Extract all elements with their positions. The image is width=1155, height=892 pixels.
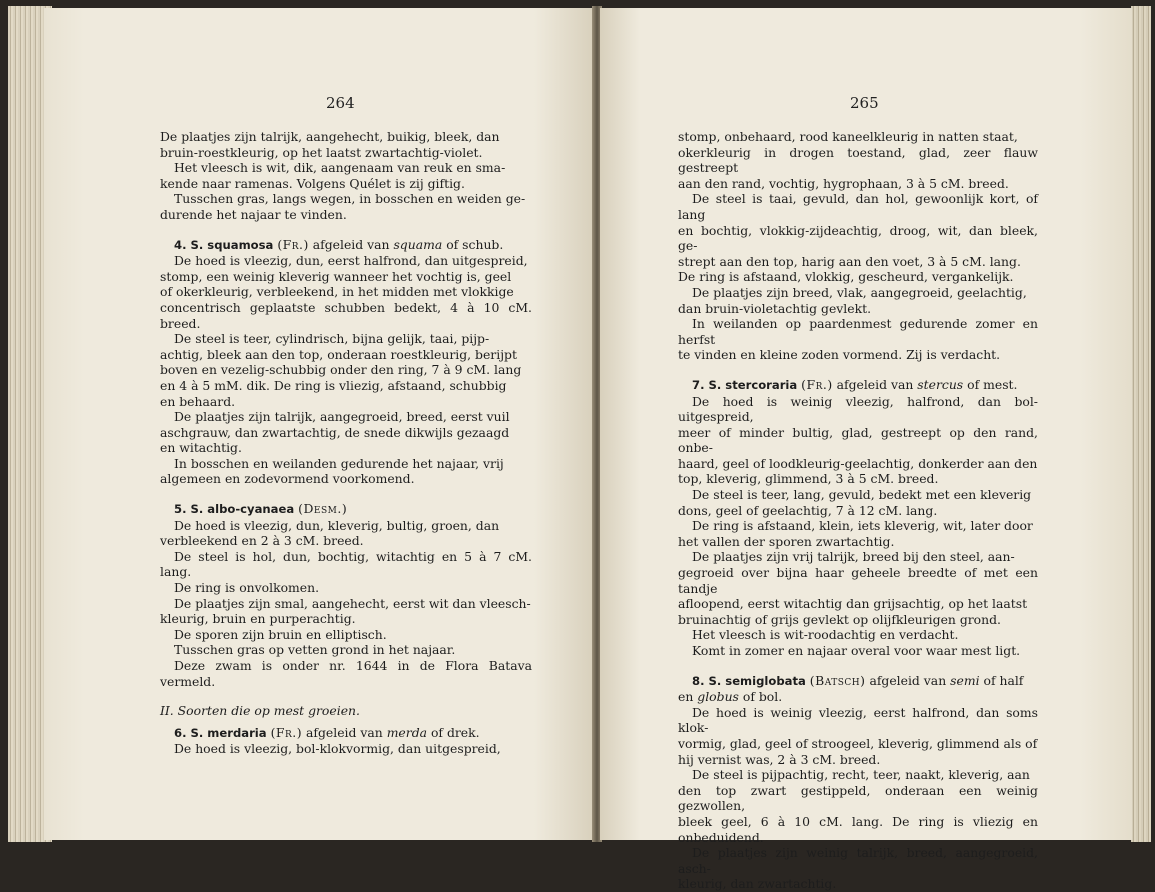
text-line: In bosschen en weilanden gedurende het najaar, vrij (174, 455, 504, 471)
text-line: De ring is onvolkomen. (174, 580, 320, 596)
text-line: gegroeid over bijna haar geheele breedte of met een tandje (678, 565, 1038, 596)
text-line: In weilanden op paardenmest gedurende zomer en herfst (678, 316, 1038, 347)
text-line: Deze zwam is onder nr. 1644 in de Flora Batava vermeld. (160, 658, 532, 689)
page-number-right: 265 (850, 94, 879, 112)
text-line: De plaatjes zijn talrijk, aangehecht, buikig, bleek, dan (160, 129, 500, 144)
species-author: (Desm.) (298, 501, 348, 517)
species-heading-6 (160, 725, 532, 742)
text-line: De hoed is vleezig, dun, kleverig, bultig, groen, dan (174, 517, 500, 533)
right-page (600, 8, 1132, 892)
text-line: De steel is teer, lang, gevuld, bedekt met een kleverig (692, 487, 1032, 503)
heading-text: afgeleid van (836, 376, 914, 392)
text-line: De ring is afstaand, vlokkig, gescheurd, vergankelijk. (678, 269, 1014, 285)
text-line: boven en vezelig-schubbig onder den ring, 7 à 9 cM. lang (160, 362, 522, 378)
text-line: De sporen zijn bruin en elliptisch. (174, 626, 387, 642)
text-line: De hoed is weinig vleezig, eerst halfrond, dan soms klok- (678, 704, 1038, 736)
text-line: top, kleverig, glimmend, 3 à 5 cM. breed. (678, 471, 939, 487)
text-line: haard, geel of loodkleurig-geelachtig, donkerder aan den (678, 455, 1038, 471)
text-line: strept aan den top, harig aan den voet, 3 à 5 cM. lang. (678, 253, 1021, 269)
text-line: dons, geel of geelachtig, 7 à 12 cM. lang. (678, 502, 938, 518)
text-line: achtig, bleek aan den top, onderaan roestkleurig, berijpt (160, 346, 517, 362)
text-line: concentrisch geplaatste schubben bedekt, 4 à 10 cM. breed. (160, 299, 532, 331)
left-page-text (160, 129, 532, 757)
text-line: stomp, een weinig kleverig wanneer het vochtig is, geel (160, 268, 512, 284)
text-line: De plaatjes zijn smal, aangehecht, eerst wit dan vleesch- (174, 595, 531, 611)
text-line: dan bruin-violetachtig gevlekt. (678, 300, 872, 316)
text-line: stomp, onbehaard, rood kaneelkleurig in natten staat, (678, 129, 1018, 144)
text-line: hij vernist was, 2 à 3 cM. breed. (678, 751, 881, 767)
text-line: bruinachtig of grijs gevlekt op olijfkleurigen grond. (678, 611, 1001, 627)
text-line: bruin-roestkleurig, op het laatst zwartachtig-violet. (160, 144, 483, 160)
text-line: kende naar ramenas. Volgens Quélet is zij giftig. (160, 175, 465, 191)
text-line: kleurig, bruin en purperachtig. (160, 611, 356, 627)
text-line: en bochtig, vlokkig-zijdeachtig, droog, wit, dan bleek, ge- (678, 222, 1038, 254)
heading-text: of half (983, 672, 1024, 688)
text-line: De plaatjes zijn breed, vlak, aangegroeid, geelachtig, (692, 284, 1027, 300)
species-name: 4. S. squamosa (174, 237, 274, 252)
species-author: (Batsch) (809, 672, 866, 688)
book-spread (8, 6, 1151, 892)
text-line: De plaatjes zijn vrij talrijk, breed bij den steel, aan- (692, 549, 1015, 565)
text-line: kleurig, dan zwartachtig. (678, 876, 837, 892)
heading-text: afgeleid van (306, 724, 383, 740)
latin-term: semi (950, 672, 980, 688)
text-line: en 4 à 5 mM. dik. De ring is vliezig, afstaand, schubbig (160, 377, 507, 393)
page-edges-right (1131, 6, 1151, 842)
heading-text: afgeleid van (869, 672, 947, 688)
page-number-left: 264 (326, 94, 355, 112)
text-line: den top zwart gestippeld, onderaan een weinig gezwollen, (678, 782, 1038, 814)
text-line: De steel is pijpachtig, recht, teer, naakt, kleverig, aan (692, 767, 1030, 783)
text-line: durende het najaar te vinden. (160, 206, 347, 222)
text-line: en witachtig. (160, 440, 242, 456)
group-heading: II. Soorten die op mest groeien. (160, 703, 360, 719)
species-heading-4 (160, 237, 532, 254)
text-line: Komt in zomer en najaar overal voor waar mest ligt. (692, 643, 1021, 658)
heading-text: of bol. (742, 689, 783, 705)
heading-text: en (678, 689, 694, 705)
text-line: De hoed is vleezig, bol-klokvormig, dan uitgespreid, (174, 741, 501, 757)
text-line: De plaatjes zijn talrijk, aangegroeid, breed, eerst vuil (174, 409, 510, 425)
species-name: 8. S. semiglobata (692, 673, 806, 688)
text-line: aschgrauw, dan zwartachtig, de snede dikwijls gezaagd (160, 424, 510, 440)
species-heading-8 (678, 673, 1038, 690)
species-heading-5 (160, 501, 532, 518)
text-line: De steel is teer, cylindrisch, bijna gelijk, taai, pijp- (174, 331, 490, 347)
text-line: Het vleesch is wit, dik, aangenaam van reuk en sma- (174, 160, 506, 176)
text-line: het vallen der sporen zwartachtig. (678, 533, 895, 549)
text-line: of okerkleurig, verbleekend, in het midden met vlokkige (160, 284, 514, 300)
latin-term: squama (393, 236, 443, 252)
latin-term: globus (697, 689, 739, 705)
text-line: De hoed is weinig vleezig, halfrond, dan bol-uitgespreid, (678, 393, 1038, 425)
heading-text: of drek. (430, 724, 480, 740)
heading-text: of schub. (446, 236, 504, 252)
right-page-text (678, 129, 1038, 892)
text-line: te vinden en kleine zoden vormend. Zij is verdacht. (678, 347, 1001, 363)
text-line: afloopend, eerst witachtig dan grijsachtig, op het laatst (678, 596, 1028, 612)
latin-term: stercus (917, 376, 964, 392)
species-name: 5. S. albo-cyanaea (174, 502, 295, 517)
text-line: Tusschen gras, langs wegen, in bosschen en weiden ge- (174, 191, 526, 207)
text-line: en behaard. (160, 393, 236, 409)
latin-term: merda (386, 724, 428, 740)
text-line: De steel is taai, gevuld, dan hol, gewoonlijk kort, of lang (678, 191, 1038, 222)
species-heading-7 (678, 377, 1038, 394)
species-heading-8-cont (678, 689, 1038, 705)
species-name: 6. S. merdaria (174, 725, 267, 740)
text-line: algemeen en zodevormend voorkomend. (160, 471, 415, 487)
text-line: De steel is hol, dun, bochtig, witachtig en 5 à 7 cM. lang. (160, 548, 532, 580)
text-line: verbleekend en 2 à 3 cM. breed. (160, 533, 364, 549)
text-line: Het vleesch is wit-roodachtig en verdacht. (692, 627, 959, 643)
text-line: Tusschen gras op vetten grond in het najaar. (174, 642, 456, 658)
text-line: okerkleurig in drogen toestand, glad, zeer flauw gestreept (678, 144, 1038, 176)
text-line: meer of minder bultig, glad, gestreept op den rand, onbe- (678, 424, 1038, 456)
heading-text: afgeleid van (312, 236, 390, 252)
text-line: aan den rand, vochtig, hygrophaan, 3 à 5 cM. breed. (678, 175, 1009, 191)
heading-text: of mest. (967, 376, 1018, 392)
text-line: De hoed is vleezig, dun, eerst halfrond, dan uitgespreid, (174, 253, 528, 269)
species-author: (Fr.) (801, 376, 833, 392)
text-line: vormig, glad, geel of stroogeel, kleverig, glimmend als of (678, 735, 1038, 751)
text-line: De plaatjes zijn weinig talrijk, breed, aangegroeid, asch- (678, 845, 1038, 876)
text-line: bleek geel, 6 à 10 cM. lang. De ring is vliezig en onbeduidend. (678, 813, 1038, 845)
text-line: De ring is afstaand, klein, iets kleverig, wit, later door (692, 518, 1033, 534)
species-author: (Fr.) (277, 236, 309, 252)
left-page (44, 8, 594, 840)
species-name: 7. S. stercoraria (692, 377, 798, 392)
species-author: (Fr.) (270, 724, 303, 740)
